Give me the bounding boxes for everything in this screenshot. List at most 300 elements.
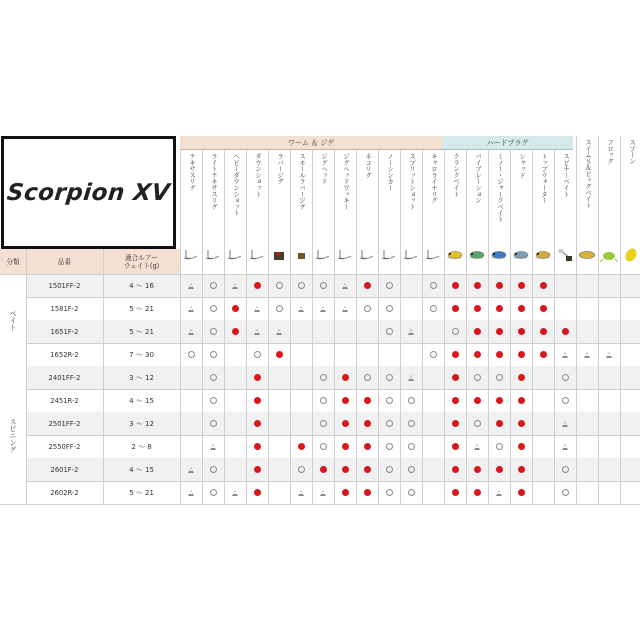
grid-line <box>400 150 401 504</box>
small-rubber-jig-icon <box>290 245 312 265</box>
rating-good-mark <box>364 374 371 381</box>
rating-fair-mark <box>496 490 502 496</box>
rating-cell <box>554 389 576 412</box>
rating-fair-mark <box>298 306 304 312</box>
rating-best-mark <box>452 305 459 312</box>
rating-cell <box>290 458 312 481</box>
rating-fair-mark <box>606 352 612 358</box>
rating-cell <box>246 412 268 435</box>
rating-cell <box>532 458 554 481</box>
lure-header-14: ミノー・ジャークベイト <box>496 153 503 223</box>
lure-header-15: シャッド <box>518 153 525 179</box>
rating-cell <box>378 412 400 435</box>
rating-cell <box>334 435 356 458</box>
rating-cell <box>620 412 640 435</box>
rating-cell <box>268 297 290 320</box>
rating-cell <box>334 343 356 366</box>
rating-cell <box>444 366 466 389</box>
rating-cell <box>488 458 510 481</box>
rating-best-mark <box>254 489 261 496</box>
rating-cell <box>576 274 598 297</box>
rating-best-mark <box>364 489 371 496</box>
weight-header-line2: ウェイト(g) <box>123 261 160 270</box>
rating-cell <box>290 297 312 320</box>
rating-good-mark <box>430 351 437 358</box>
rating-cell <box>400 366 422 389</box>
rating-good-mark <box>210 282 217 289</box>
rating-cell <box>334 320 356 343</box>
rating-fair-mark <box>232 283 238 289</box>
rating-cell <box>598 297 620 320</box>
rating-cell <box>202 343 224 366</box>
rating-best-mark <box>518 466 525 473</box>
rating-good-mark <box>430 305 437 312</box>
rating-cell <box>620 274 640 297</box>
rating-good-mark <box>320 374 327 381</box>
rating-best-mark <box>320 466 327 473</box>
rating-cell <box>532 320 554 343</box>
grid-line <box>103 249 104 504</box>
rating-best-mark <box>474 305 481 312</box>
rating-cell <box>466 412 488 435</box>
rating-good-mark <box>386 443 393 450</box>
rating-cell <box>510 343 532 366</box>
model-cell: 2601F-2 <box>50 465 79 474</box>
table-row <box>0 274 640 297</box>
rating-fair-mark <box>188 306 194 312</box>
rating-best-mark <box>496 397 503 404</box>
minnow-icon <box>488 245 510 265</box>
grid-line <box>378 150 379 504</box>
rating-cell <box>598 274 620 297</box>
rating-cell <box>180 274 202 297</box>
lure-header-2: ヘビーダウンショット <box>232 153 239 216</box>
rating-best-mark <box>452 489 459 496</box>
rating-cell <box>356 412 378 435</box>
rating-cell <box>466 389 488 412</box>
rating-cell <box>620 435 640 458</box>
rating-cell <box>510 320 532 343</box>
grid-line <box>554 150 555 504</box>
rating-cell <box>246 366 268 389</box>
rating-cell <box>532 297 554 320</box>
rating-cell <box>290 343 312 366</box>
rating-cell <box>466 435 488 458</box>
rating-cell <box>378 297 400 320</box>
rating-fair-mark <box>562 444 568 450</box>
rating-good-mark <box>496 443 503 450</box>
rating-best-mark <box>562 328 569 335</box>
lure-header-6: ジグヘッド <box>320 153 327 185</box>
rating-cell <box>488 274 510 297</box>
rating-cell <box>422 320 444 343</box>
rating-good-mark <box>210 489 217 496</box>
rating-cell <box>202 274 224 297</box>
rating-cell <box>224 481 246 504</box>
rating-good-mark <box>320 282 327 289</box>
lure-header-13: バイブレーション <box>474 153 481 204</box>
rating-cell <box>554 274 576 297</box>
rating-cell <box>180 343 202 366</box>
rating-cell <box>510 274 532 297</box>
rating-cell <box>532 343 554 366</box>
category-cell: スピニング <box>0 366 26 504</box>
rating-cell <box>532 412 554 435</box>
neko-rig-icon <box>356 245 378 265</box>
rating-best-mark <box>496 420 503 427</box>
texas-rig-icon <box>180 245 202 265</box>
grid-line <box>356 150 357 504</box>
lure-header-20: スプーン <box>628 139 635 165</box>
rating-cell <box>488 435 510 458</box>
rating-cell <box>224 412 246 435</box>
rating-best-mark <box>452 466 459 473</box>
rating-cell <box>400 274 422 297</box>
rating-cell <box>466 458 488 481</box>
table-row <box>0 320 640 343</box>
rating-cell <box>510 458 532 481</box>
grid-line <box>422 150 423 504</box>
rating-cell <box>312 481 334 504</box>
light-texas-rig-icon <box>202 245 224 265</box>
rating-best-mark <box>364 282 371 289</box>
rating-cell <box>444 320 466 343</box>
rating-cell <box>400 458 422 481</box>
rating-cell <box>444 343 466 366</box>
rating-cell <box>356 320 378 343</box>
rating-cell <box>224 343 246 366</box>
rating-good-mark <box>386 420 393 427</box>
rating-good-mark <box>408 397 415 404</box>
rating-fair-mark <box>276 329 282 335</box>
rating-cell <box>510 481 532 504</box>
model-cell: 2501FF-2 <box>48 419 81 428</box>
logo-box <box>1 136 176 249</box>
rating-fair-mark <box>188 467 194 473</box>
weight-cell: 7 〜 30 <box>129 350 154 359</box>
group-header-hard-plug: ハードプラグ <box>442 136 573 150</box>
rating-good-mark <box>210 351 217 358</box>
rating-best-mark <box>518 305 525 312</box>
model-cell: 2550FF-2 <box>48 442 81 451</box>
rating-cell <box>620 297 640 320</box>
carolina-rig-icon <box>422 245 444 265</box>
rating-fair-mark <box>408 329 414 335</box>
lure-header-19: フロッグ <box>606 139 613 165</box>
table-row <box>0 481 640 504</box>
rating-cell <box>268 481 290 504</box>
rating-best-mark <box>518 282 525 289</box>
rating-cell <box>202 412 224 435</box>
table-row <box>0 297 640 320</box>
category-header: 分類 <box>0 249 26 274</box>
rating-cell <box>532 366 554 389</box>
grid-line <box>26 504 640 505</box>
rating-cell <box>290 435 312 458</box>
rating-cell <box>268 412 290 435</box>
rating-good-mark <box>210 374 217 381</box>
rating-cell <box>422 274 444 297</box>
rating-cell <box>554 343 576 366</box>
lure-header-9: ノーシンカー <box>386 153 393 191</box>
rating-cell <box>400 320 422 343</box>
rating-best-mark <box>474 466 481 473</box>
rating-cell <box>246 320 268 343</box>
grid-line <box>202 150 203 504</box>
rating-cell <box>620 481 640 504</box>
spoon-icon <box>620 245 640 265</box>
rating-cell <box>444 389 466 412</box>
rating-fair-mark <box>188 283 194 289</box>
rating-cell <box>224 274 246 297</box>
rating-best-mark <box>254 397 261 404</box>
rating-cell <box>422 412 444 435</box>
rating-cell <box>202 481 224 504</box>
rating-cell <box>356 297 378 320</box>
model-cell: 2451R-2 <box>50 396 79 405</box>
rating-good-mark <box>210 466 217 473</box>
rating-cell <box>532 435 554 458</box>
rating-good-mark <box>386 489 393 496</box>
compatibility-chart <box>0 136 640 506</box>
rating-cell <box>202 435 224 458</box>
grid-line <box>620 136 621 504</box>
rating-best-mark <box>540 282 547 289</box>
rating-cell <box>334 458 356 481</box>
rating-best-mark <box>342 443 349 450</box>
rating-cell <box>466 274 488 297</box>
rating-cell <box>554 320 576 343</box>
category-cell: ベイト <box>0 274 26 366</box>
rating-cell <box>488 320 510 343</box>
rating-cell <box>268 274 290 297</box>
grid-line <box>224 150 225 504</box>
rating-cell <box>444 481 466 504</box>
rating-good-mark <box>320 397 327 404</box>
rating-cell <box>488 366 510 389</box>
rating-cell <box>532 481 554 504</box>
rating-cell <box>378 343 400 366</box>
rating-cell <box>598 435 620 458</box>
lure-header-7: ジグヘッドワッキー <box>342 153 349 210</box>
rating-good-mark <box>254 351 261 358</box>
rating-cell <box>180 366 202 389</box>
rating-cell <box>576 389 598 412</box>
lure-header-17: スピナーベイト <box>562 153 569 198</box>
rating-cell <box>466 481 488 504</box>
rating-good-mark <box>320 420 327 427</box>
rating-cell <box>400 343 422 366</box>
table-row <box>0 389 640 412</box>
rating-cell <box>488 343 510 366</box>
rating-cell <box>224 320 246 343</box>
grid-line <box>444 150 445 504</box>
rating-cell <box>268 343 290 366</box>
rating-cell <box>290 274 312 297</box>
rating-good-mark <box>320 443 327 450</box>
rating-cell <box>466 343 488 366</box>
rating-cell <box>554 297 576 320</box>
weight-cell: 2 〜 8 <box>131 442 152 451</box>
rating-cell <box>378 435 400 458</box>
rating-cell <box>312 412 334 435</box>
rating-good-mark <box>562 466 569 473</box>
rating-cell <box>400 412 422 435</box>
rating-cell <box>378 458 400 481</box>
rating-best-mark <box>452 351 459 358</box>
rating-best-mark <box>540 351 547 358</box>
rating-cell <box>312 389 334 412</box>
rating-cell <box>334 481 356 504</box>
rating-cell <box>246 389 268 412</box>
rating-cell <box>554 435 576 458</box>
rating-cell <box>180 481 202 504</box>
rating-cell <box>620 389 640 412</box>
grid-line <box>532 150 533 504</box>
rating-good-mark <box>562 489 569 496</box>
rating-good-mark <box>430 282 437 289</box>
rating-cell <box>444 458 466 481</box>
rating-best-mark <box>342 374 349 381</box>
grid-line <box>0 504 26 505</box>
rating-cell <box>422 389 444 412</box>
rating-cell <box>312 435 334 458</box>
rating-fair-mark <box>342 283 348 289</box>
rating-best-mark <box>518 489 525 496</box>
rating-best-mark <box>474 328 481 335</box>
rating-best-mark <box>452 397 459 404</box>
rating-cell <box>422 458 444 481</box>
rating-fair-mark <box>210 444 216 450</box>
rating-best-mark <box>452 443 459 450</box>
rating-best-mark <box>298 443 305 450</box>
rating-cell <box>554 481 576 504</box>
rating-cell <box>598 389 620 412</box>
rating-best-mark <box>276 351 283 358</box>
weight-header-line1: 適合ルアー <box>125 253 158 262</box>
rating-cell <box>510 389 532 412</box>
rating-cell <box>180 458 202 481</box>
weight-cell: 5 〜 21 <box>129 488 154 497</box>
rating-cell <box>466 366 488 389</box>
rating-good-mark <box>408 466 415 473</box>
rating-cell <box>356 366 378 389</box>
rating-cell <box>620 320 640 343</box>
rating-cell <box>576 320 598 343</box>
rating-best-mark <box>496 466 503 473</box>
rating-fair-mark <box>320 490 326 496</box>
rating-cell <box>400 481 422 504</box>
swim-bigbait-icon <box>576 245 598 265</box>
rating-best-mark <box>518 351 525 358</box>
rating-good-mark <box>386 305 393 312</box>
rating-cell <box>334 366 356 389</box>
grid-line <box>598 136 599 504</box>
grid-line <box>26 249 27 504</box>
rating-cell <box>180 320 202 343</box>
rating-cell <box>378 366 400 389</box>
lure-header-18: スイムＳ＆ビッグベイト <box>584 139 591 209</box>
lure-header-4: ラバージグ <box>276 153 283 185</box>
rating-cell <box>444 297 466 320</box>
rating-good-mark <box>386 328 393 335</box>
rating-good-mark <box>408 420 415 427</box>
weight-header <box>103 249 180 274</box>
rating-best-mark <box>496 305 503 312</box>
rating-cell <box>290 412 312 435</box>
rating-cell <box>246 274 268 297</box>
rating-cell <box>180 297 202 320</box>
rating-good-mark <box>474 420 481 427</box>
rating-cell <box>576 412 598 435</box>
group-header-worm-jig: ワーム ＆ ジグ <box>180 136 442 150</box>
rating-good-mark <box>386 466 393 473</box>
rating-cell <box>312 320 334 343</box>
table-row <box>0 435 640 458</box>
rating-fair-mark <box>562 421 568 427</box>
rating-best-mark <box>540 305 547 312</box>
spinnerbait-icon <box>554 245 576 265</box>
grid-line <box>510 150 511 504</box>
table-row <box>0 412 640 435</box>
rating-cell <box>180 412 202 435</box>
rating-cell <box>510 435 532 458</box>
rating-good-mark <box>364 305 371 312</box>
rating-good-mark <box>562 397 569 404</box>
rating-cell <box>312 366 334 389</box>
model-cell: 1501FF-2 <box>48 281 81 290</box>
table-row <box>0 343 640 366</box>
weight-cell: 4 〜 15 <box>129 465 154 474</box>
grid-line <box>488 150 489 504</box>
rating-cell <box>488 412 510 435</box>
model-cell: 1652R-2 <box>50 350 79 359</box>
rating-fair-mark <box>408 375 414 381</box>
rating-cell <box>356 458 378 481</box>
rating-cell <box>334 297 356 320</box>
rating-cell <box>268 458 290 481</box>
rating-cell <box>356 343 378 366</box>
rating-cell <box>224 435 246 458</box>
grid-line <box>0 274 640 275</box>
rating-cell <box>400 297 422 320</box>
rating-good-mark <box>562 374 569 381</box>
rating-best-mark <box>342 489 349 496</box>
rating-cell <box>268 389 290 412</box>
frog-icon <box>598 245 620 265</box>
rating-cell <box>356 435 378 458</box>
rating-cell <box>598 458 620 481</box>
rating-best-mark <box>254 420 261 427</box>
rating-cell <box>576 297 598 320</box>
rating-good-mark <box>210 305 217 312</box>
weight-cell: 3 〜 12 <box>129 373 154 382</box>
rating-cell <box>268 366 290 389</box>
rating-cell <box>576 481 598 504</box>
rating-cell <box>576 343 598 366</box>
rating-best-mark <box>452 374 459 381</box>
rating-best-mark <box>474 351 481 358</box>
rating-cell <box>312 343 334 366</box>
model-cell: 2602R-2 <box>50 488 79 497</box>
rating-cell <box>202 297 224 320</box>
rating-cell <box>576 458 598 481</box>
rating-cell <box>576 366 598 389</box>
rating-best-mark <box>342 466 349 473</box>
rating-cell <box>444 412 466 435</box>
rating-fair-mark <box>188 329 194 335</box>
rating-cell <box>312 297 334 320</box>
